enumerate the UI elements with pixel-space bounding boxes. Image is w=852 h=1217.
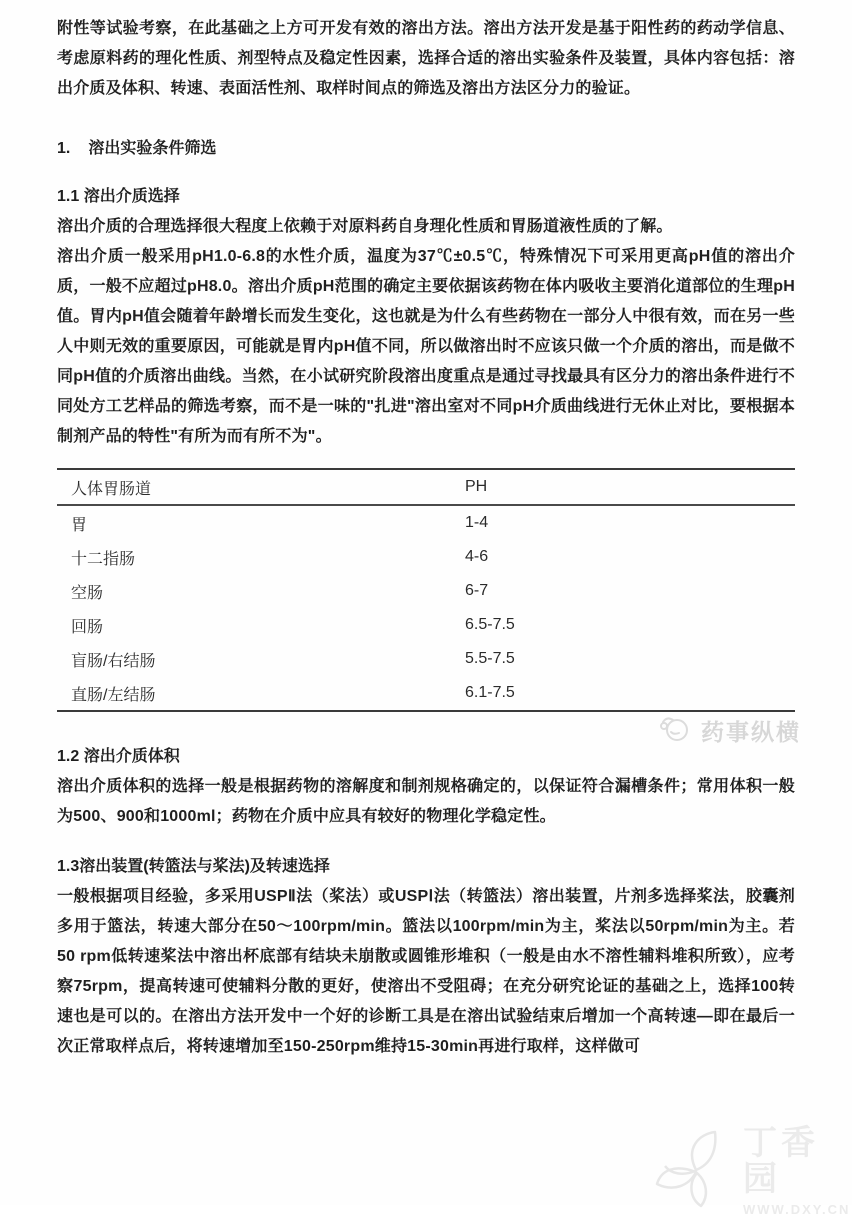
gi-ph-table (57, 468, 795, 712)
table-cell: 6-7 (465, 582, 489, 599)
dxy-url: WWW.DXY.CN (743, 1202, 851, 1217)
media-volume-paragraph: 溶出介质体积的选择一般是根据药物的溶解度和制剂规格确定的，以保证符合漏槽条件；常用体积一般为500、900和1000ml；药物在介质中应具有较好的物理化学稳定性。 (57, 778, 795, 825)
media-selection-paragraph-2: 溶出介质一般采用pH1.0-6.8的水性介质，温度为37℃±0.5℃，特殊情况下可采用更高pH值的溶出介质，一般不应超过pH8.0。溶出介质pH范围的确定主要依据该药物在体内吸收主要消化道部位的生理pH值。胃内pH值会随着年龄增长而发生变化，这也就是为什么有些药物在一部分人中很有效，而在另一些人中则无效的重要原因，可能就是胃内pH值不同，所以做溶出时不应该只做一个介质的溶出，而是做不同pH值的介质溶出曲线。当然，在小试研究阶段溶出度重点是通过寻找最具有区分力的溶出条件进行不同处方工艺样品的筛选考察，而不是一味的"扎进"溶出室对不同pH介质曲线进行无休止对比，要根据本制剂产品的特性"有所为而有所不为"。 (57, 248, 795, 445)
dxy-text-block (743, 1126, 852, 1217)
section-1-heading (57, 134, 795, 164)
table-head (57, 469, 795, 505)
section-1-3-heading: 1.3溶出装置(转篮法与桨法)及转速选择 (57, 858, 330, 875)
table-cell: 1-4 (465, 514, 489, 531)
intro-paragraph: 附性等试验考察，在此基础之上方可开发有效的溶出方法。溶出方法开发是基于阳性药的药动学信息、考虑原料药的理化性质、剂型特点及稳定性因素，选择合适的溶出实验条件及装置，具体内容包括：溶出介质及体积、转速、表面活性剂、取样时间点的筛选及溶出方法区分力的验证。 (57, 20, 795, 97)
media-selection-paragraph-1: 溶出介质的合理选择很大程度上依赖于对原料药自身理化性质和胃肠道液性质的了解。 (57, 218, 673, 235)
table-cell: 4-6 (465, 548, 489, 565)
table-row (57, 608, 795, 642)
yaoshi-doodle-icon (657, 712, 693, 749)
section-1-2-heading: 1.2 溶出介质体积 (57, 748, 180, 765)
table-cell: 5.5-7.5 (465, 650, 515, 667)
table-header-row (57, 469, 795, 505)
dxy-brand: 丁香园 (743, 1124, 819, 1198)
table-cell: 回肠 (71, 618, 104, 636)
section-1-number: 1. (57, 140, 71, 157)
watermark-yaoshi (657, 712, 801, 749)
table-cell: 直肠/左结肠 (71, 686, 156, 704)
section-1-1-heading: 1.1 溶出介质选择 (57, 188, 180, 205)
column-header-ph: PH (451, 469, 795, 505)
dxy-leaf-icon (655, 1130, 737, 1213)
table-row (57, 505, 795, 540)
table-cell: 十二指肠 (71, 550, 136, 568)
column-header-gi-tract: 人体胃肠道 (57, 469, 451, 505)
section-1-title: 溶出实验条件筛选 (88, 140, 217, 157)
table-cell: 盲肠/右结肠 (71, 652, 156, 670)
table-row (57, 574, 795, 608)
watermark-dxy (655, 1126, 852, 1217)
table-row (57, 540, 795, 574)
table-cell: 6.5-7.5 (465, 616, 515, 633)
table-row (57, 676, 795, 711)
watermark-label: 药事纵横 (701, 719, 801, 745)
gi-table-body (57, 505, 795, 711)
table-cell: 胃 (71, 516, 88, 534)
table-cell: 空肠 (71, 584, 104, 602)
table-cell: 6.1-7.5 (465, 684, 515, 701)
apparatus-speed-paragraph: 一般根据项目经验，多采用USPⅡ法（桨法）或USPⅠ法（转篮法）溶出装置，片剂多选择桨法，胶囊剂多用于篮法，转速大部分在50～100rpm/min。篮法以100rpm/min为主，桨法以50rpm/min为主。若50 rpm低转速桨法中溶出杯底部有结块未崩散或圆锥形堆积（一般是由水不溶性辅料堆积所致），应考察75rpm，提高转速可使辅料分散的更好，使溶出不受阻碍；在充分研究论证的基础之上，选择100转速也是可以的。在溶出方法开发中一个好的诊断工具是在溶出试验结束后增加一个高转速—即在最后一次正常取样点后，将转速增加至150-250rpm维持15-30min再进行取样，这样做可 (57, 888, 795, 1055)
table-row (57, 642, 795, 676)
